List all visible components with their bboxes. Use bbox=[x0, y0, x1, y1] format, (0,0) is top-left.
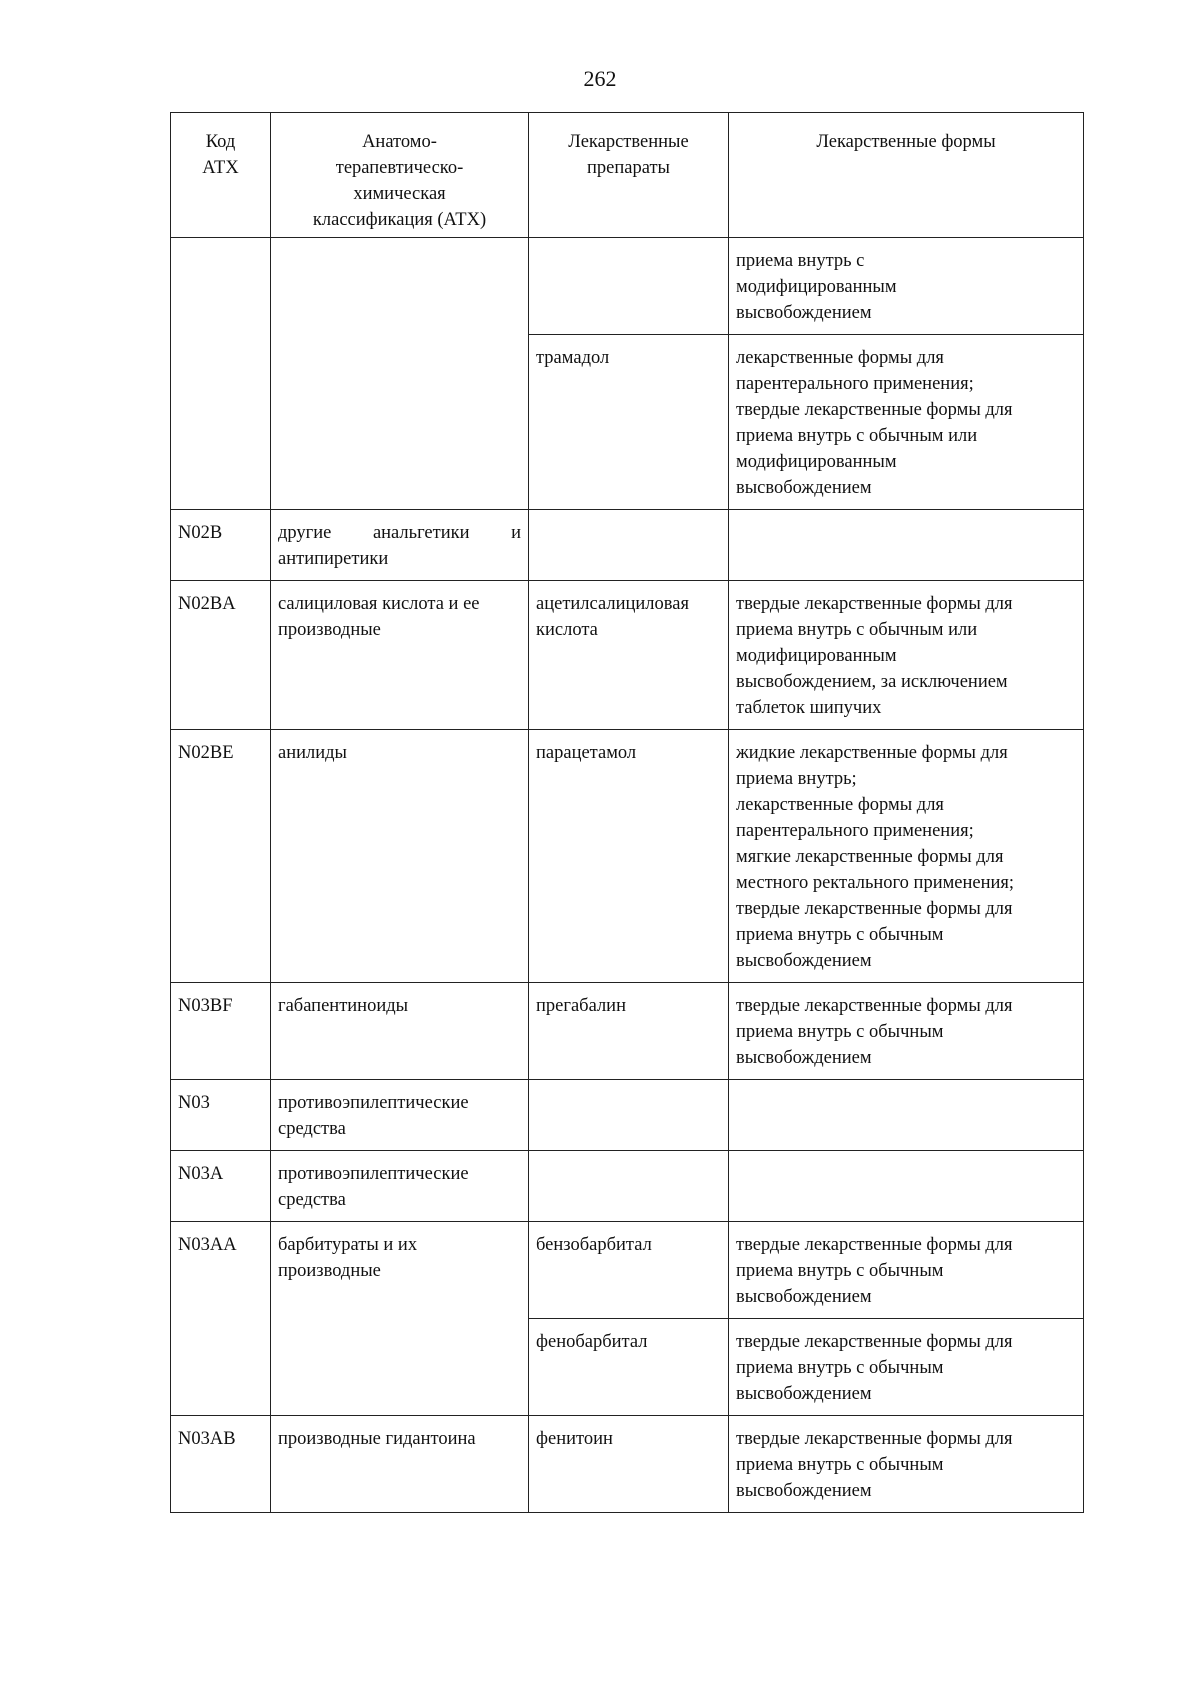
classification-cell: габапентиноиды bbox=[271, 983, 529, 1080]
forms-cell: лекарственные формы для парентерального применения; твердые лекарственные формы для приема внутрь с обычным или модифицированным высвобождением bbox=[729, 335, 1084, 510]
drug-cell bbox=[529, 510, 729, 581]
drug-cell: фенобарбитал bbox=[529, 1319, 729, 1416]
forms-cell bbox=[729, 510, 1084, 581]
table-row bbox=[171, 510, 1084, 581]
header-drugs: Лекарственные препараты bbox=[529, 113, 729, 238]
forms-cell: твердые лекарственные формы для приема внутрь с обычным высвобождением bbox=[729, 1222, 1084, 1319]
header-atx-code: Код АТХ bbox=[171, 113, 271, 238]
atx-classification-table bbox=[170, 112, 1084, 1513]
atx-code-cell: N03AB bbox=[171, 1416, 271, 1513]
drug-cell: бензобарбитал bbox=[529, 1222, 729, 1319]
atx-code-cell: N02BE bbox=[171, 730, 271, 983]
table-row bbox=[171, 581, 1084, 730]
drug-cell: трамадол bbox=[529, 335, 729, 510]
drug-cell bbox=[529, 1080, 729, 1151]
drug-cell: фенитоин bbox=[529, 1416, 729, 1513]
forms-cell: приема внутрь с модифицированным высвобождением bbox=[729, 238, 1084, 335]
forms-cell: твердые лекарственные формы для приема внутрь с обычным высвобождением bbox=[729, 1319, 1084, 1416]
table-header-row bbox=[171, 113, 1084, 238]
atx-code-cell: N02BA bbox=[171, 581, 271, 730]
classification-cell bbox=[271, 238, 529, 510]
table-row bbox=[171, 730, 1084, 983]
atx-code-cell: N03AA bbox=[171, 1222, 271, 1416]
classification-cell: противоэпилептические средства bbox=[271, 1151, 529, 1222]
classification-cell: производные гидантоина bbox=[271, 1416, 529, 1513]
table-row bbox=[171, 1151, 1084, 1222]
header-atx-classification: Анатомо- терапевтическо- химическая классификация (АТХ) bbox=[271, 113, 529, 238]
table-row bbox=[171, 983, 1084, 1080]
classification-line: другие анальгетики и bbox=[278, 523, 521, 543]
classification-cell: анилиды bbox=[271, 730, 529, 983]
table-row bbox=[171, 238, 1084, 335]
forms-cell bbox=[729, 1080, 1084, 1151]
header-dosage-forms: Лекарственные формы bbox=[729, 113, 1084, 238]
atx-code-cell: N03A bbox=[171, 1151, 271, 1222]
classification-line: антипиретики bbox=[278, 549, 389, 569]
forms-cell: твердые лекарственные формы для приема внутрь с обычным высвобождением bbox=[729, 1416, 1084, 1513]
page-number: 262 bbox=[583, 66, 617, 91]
classification-cell: салициловая кислота и ее производные bbox=[271, 581, 529, 730]
drug-cell: парацетамол bbox=[529, 730, 729, 983]
classification-cell bbox=[271, 510, 529, 581]
atx-code-cell: N03BF bbox=[171, 983, 271, 1080]
table-row bbox=[171, 1080, 1084, 1151]
forms-cell: твердые лекарственные формы для приема внутрь с обычным или модифицированным высвобождением, за исключением таблеток шипучих bbox=[729, 581, 1084, 730]
drug-cell bbox=[529, 1151, 729, 1222]
forms-cell: жидкие лекарственные формы для приема внутрь; лекарственные формы для парентерального применения; мягкие лекарственные формы для местного ректального применения; твердые лекарственные формы для приема внутрь с обычным высвобождением bbox=[729, 730, 1084, 983]
table-row bbox=[171, 1222, 1084, 1319]
forms-cell: твердые лекарственные формы для приема внутрь с обычным высвобождением bbox=[729, 983, 1084, 1080]
drug-cell: ацетилсалициловая кислота bbox=[529, 581, 729, 730]
drug-cell bbox=[529, 238, 729, 335]
classification-cell: противоэпилептические средства bbox=[271, 1080, 529, 1151]
atx-code-cell bbox=[171, 238, 271, 510]
table-row bbox=[171, 1416, 1084, 1513]
classification-cell: барбитураты и их производные bbox=[271, 1222, 529, 1416]
forms-cell bbox=[729, 1151, 1084, 1222]
atx-code-cell: N03 bbox=[171, 1080, 271, 1151]
atx-code-cell: N02B bbox=[171, 510, 271, 581]
drug-cell: прегабалин bbox=[529, 983, 729, 1080]
